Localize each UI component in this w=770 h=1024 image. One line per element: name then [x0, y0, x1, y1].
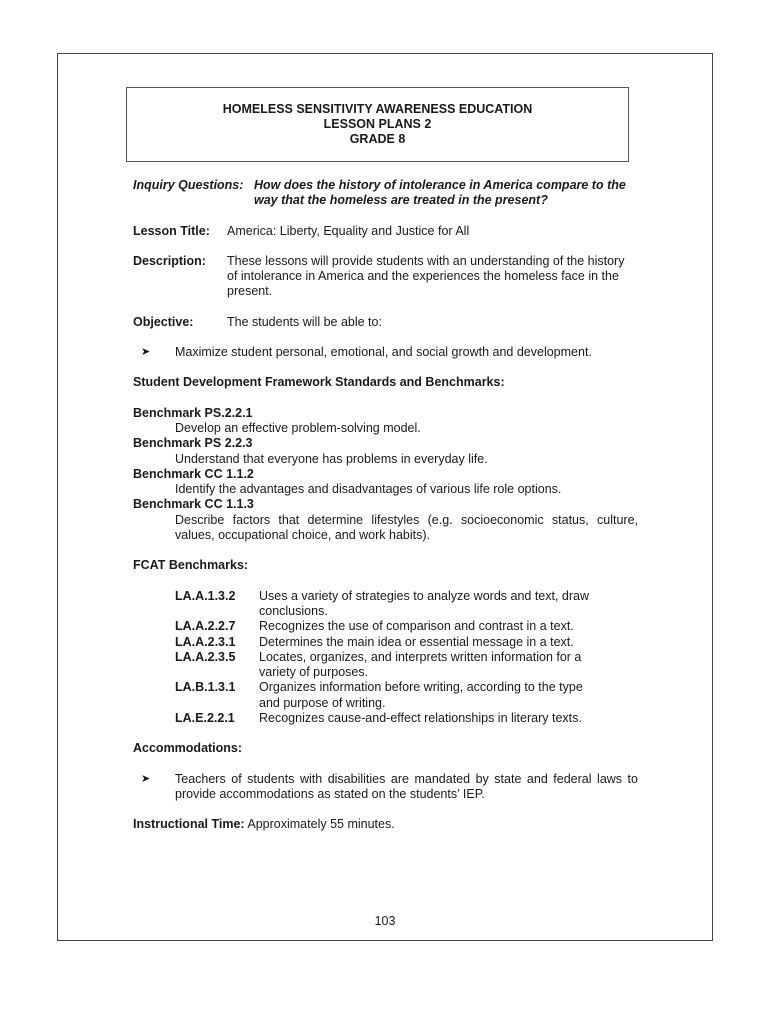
accommodations-heading: Accommodations: [133, 741, 243, 756]
objective-bullet [133, 345, 638, 360]
fcat-desc: Recognizes the use of comparison and contrast in a text. [259, 619, 574, 634]
objective-value: The students will be able to: [227, 314, 382, 329]
benchmark-list [133, 406, 638, 544]
arrow-bullet-icon: ➤ [141, 772, 151, 785]
framework-heading: Student Development Framework Standards and Benchmarks: [133, 375, 505, 390]
fcat-code: LA.A.1.3.2 [175, 588, 236, 603]
fcat-item [133, 619, 638, 634]
benchmark-title: Benchmark PS.2.2.1 [133, 405, 253, 420]
fcat-list [133, 589, 638, 727]
fcat-code: LA.A.2.3.1 [175, 634, 236, 649]
objective-row [133, 315, 638, 330]
description-row [133, 254, 638, 300]
fcat-desc: Organizes information before writing, according to the type and purpose of writing. [259, 680, 583, 710]
inquiry-text: How does the history of intolerance in America compare to the way that the homeless are treated in the present? [254, 178, 626, 208]
doc-title-line3: GRADE 8 [349, 132, 406, 146]
fcat-code: LA.E.2.2.1 [175, 711, 235, 726]
benchmark-text: Identify the advantages and disadvantages of various life role options. [175, 482, 562, 497]
lesson-content [133, 178, 638, 833]
fcat-code: LA.B.1.3.1 [175, 680, 236, 695]
lesson-title-row [133, 224, 638, 239]
lesson-title-label: Lesson Title: [133, 223, 210, 238]
fcat-item [133, 650, 638, 681]
description-value: These lessons will provide students with an understanding of the history of intolerance in America and the experiences the homeless face in the present. [227, 253, 625, 299]
doc-title-line1: HOMELESS SENSITIVITY AWARENESS EDUCATION [222, 102, 533, 116]
doc-title-line2: LESSON PLANS 2 [323, 117, 432, 131]
benchmark-title: Benchmark CC 1.1.2 [133, 466, 254, 481]
accommodations-bullet [133, 772, 638, 803]
fcat-desc: Recognizes cause-and-effect relationships in literary texts. [259, 711, 582, 726]
objective-bullet-text: Maximize student personal, emotional, and social growth and development. [175, 345, 592, 360]
description-label: Description: [133, 253, 206, 268]
instructional-time-value: Approximately 55 minutes. [247, 817, 395, 832]
instructional-time [133, 817, 638, 832]
fcat-desc: Determines the main idea or essential message in a text. [259, 634, 574, 649]
benchmark-text: Describe factors that determine lifestyles (e.g. socioeconomic status, culture, values, occupational choice, and work habits). [175, 512, 638, 543]
fcat-desc: Locates, organizes, and interprets written information for a variety of purposes. [259, 649, 582, 680]
instructional-time-label: Instructional Time: [133, 817, 245, 832]
fcat-code: LA.A.2.3.5 [175, 649, 236, 664]
arrow-bullet-icon: ➤ [141, 346, 151, 359]
fcat-item [133, 711, 638, 726]
fcat-code: LA.A.2.2.7 [175, 619, 236, 634]
benchmark-title: Benchmark CC 1.1.3 [133, 497, 254, 512]
objective-label: Objective: [133, 314, 194, 329]
benchmark-text: Develop an effective problem-solving model. [175, 420, 421, 435]
benchmark-title: Benchmark PS 2.2.3 [133, 436, 253, 451]
fcat-desc: Uses a variety of strategies to analyze words and text, draw conclusions. [259, 588, 590, 618]
inquiry-questions [133, 178, 638, 209]
page-number: 103 [374, 914, 396, 928]
fcat-heading: FCAT Benchmarks: [133, 558, 249, 573]
lesson-title-value: America: Liberty, Equality and Justice for All [227, 223, 470, 238]
inquiry-label: Inquiry Questions: [133, 178, 244, 192]
fcat-item [133, 680, 638, 711]
title-box [126, 87, 629, 162]
accommodations-bullet-text: Teachers of students with disabilities are mandated by state and federal laws to provide accommodations as stated on the students’ IEP. [175, 771, 638, 801]
benchmark-text: Understand that everyone has problems in everyday life. [175, 451, 488, 466]
fcat-item [133, 635, 638, 650]
fcat-item [133, 589, 638, 620]
